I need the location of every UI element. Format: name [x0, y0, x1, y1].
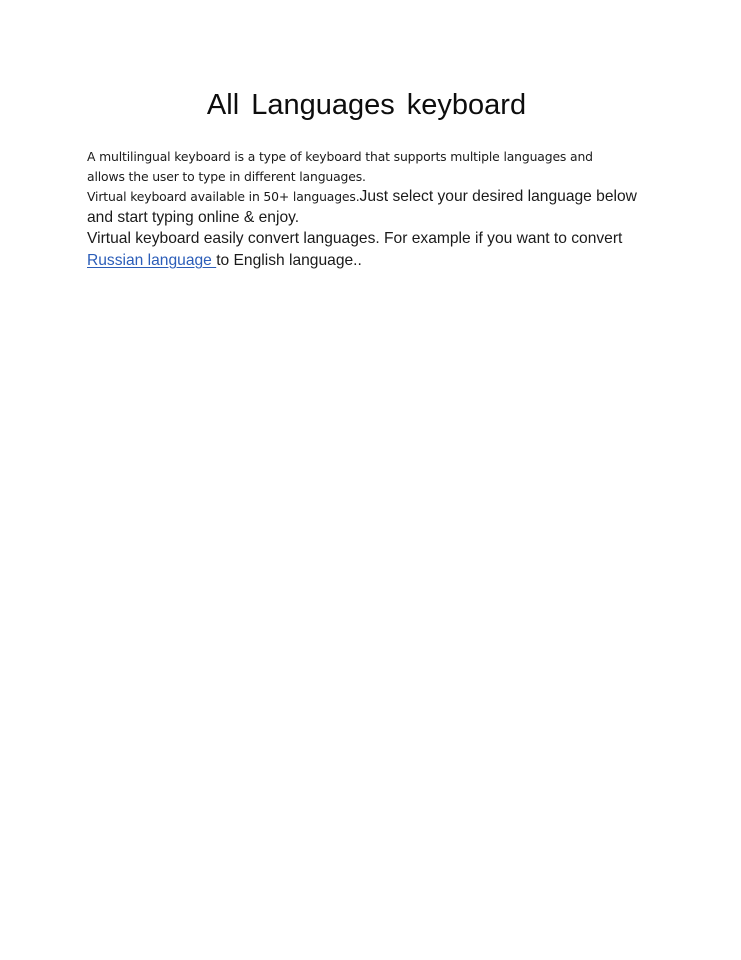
availability-line-1	[87, 187, 657, 207]
availability-line-2: and start typing online & enjoy.	[87, 209, 300, 226]
intro-line-1: A multilingual keyboard is a type of keyboard that supports multiple languages and	[87, 149, 593, 164]
page-title: All Languages keyboard	[206, 89, 527, 121]
convert-line-2-rest: to English language..	[216, 252, 362, 269]
availability-text-large: Just select your desired language below	[359, 188, 637, 205]
availability-text-small: Virtual keyboard available in 50+ languages.	[87, 189, 360, 204]
convert-line-1: Virtual keyboard easily convert languages. For example if you want to convert	[87, 230, 623, 247]
intro-line-2: allows the user to type in different languages.	[87, 169, 366, 184]
russian-language-link[interactable]: Russian language	[87, 252, 217, 269]
convert-line-2	[87, 251, 657, 271]
